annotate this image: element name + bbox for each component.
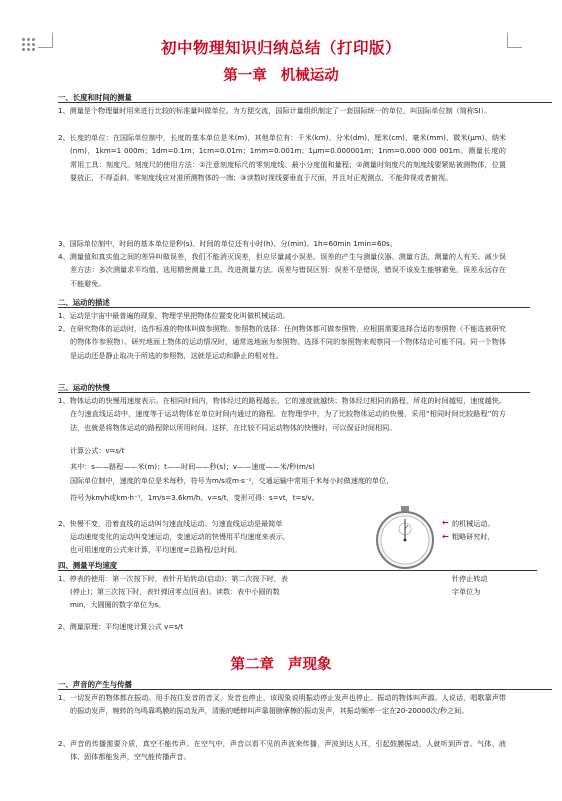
paragraph-line: (停止)；第三次按下时，表针弹回零点(回表)。读数：表中小圆的数 [70,587,280,596]
paragraph-continuation: 针停止转动 [452,574,488,583]
paragraph: 2、快慢不变，沿着直线的运动叫匀速直线运动。匀速直线运动是最简单 [58,519,283,528]
unit-symbol-text: 符号为km/h或km·h⁻¹，1m/s=3.6km/h。v=s/t，变形可得：s=vt，t=s/v。 [70,493,319,502]
chapter-name: 声现象 [288,656,332,673]
paragraph-continuation: 粗略研究时， [452,532,495,541]
paragraph: 1、物体运动的快慢用速度表示。在相同时间内，物体经过的路程越长，它的速度就越快；物体经过相同的路程，所花的时间越短，速度越快。在匀速直线运动中，速度等于运动物体在单位时间内通过的路程。在物理学中，为了比较物体运动的快慢，采用“相同时间比较路程”的方法，也就是将物体运动的路程除以所用时间。这样，在比较不同运动物体的快慢时，可以保证时间相同。 [58,396,506,432]
section-heading: 二、运动的描述 [58,298,110,307]
paragraph: 2、长度的单位：在国际单位制中，长度的基本单位是米(m)，其他单位有：千米(km)、分米(dm)、厘米(cm)、毫米(mm)、微米(μm)、纳米(nm)，1km=1 000m；1dm=0.1m；1cm=0.01m；1mm=0.001m；1μm=0.000001m；1nm=0.000 000 001m。测量长度的常用工具：刻度尺。刻度尺的使用方法：①注意刻度标尺的零刻度线、最小分度值和量程；②测量时刻度尺的刻度线要紧贴被测物体，位置要放正，不得歪斜，零刻度线应对准所测物体的一端；③读数时视线要垂直于尺面，并且对正观测点，不能仰视或者俯视。 [58,133,506,182]
paragraph: 2、在研究物体的运动时，选作标准的物体叫做参照物。参照物的选择：任何物体都可做参照物，应根据需要选择合适的参照物（不能选被研究的物体作参照物）。研究地面上物体的运动情况时，通常选地面为参照物。选择不同的参照物来观察同一个物体结论可能不同。同一个物体是运动还是静止取决于所选的参照物，这就是运动和静止的相对性。 [58,324,506,360]
chapter-2-heading [0,653,562,674]
paragraph-continuation: 的机械运动。 [452,519,495,528]
paragraph-line: min，大圆圈的数字单位为s。 [70,600,166,609]
paragraph: 1、停表的使用：第一次按下时，表针开始转动(启动)；第二次按下时，表 [58,574,288,583]
formula-label: 计算公式： [70,446,106,455]
paragraph-line: 也可用速度的公式来计算，平均速度=总路程/总时间。 [70,545,242,554]
paragraph: 3、国际单位制中，时间的基本单位是秒(s)。时间的单位还有小时(h)、分(min)。1h=60min 1min=60s。 [58,239,397,248]
arrow-left-icon: ← [442,518,449,527]
chapter-1-heading [0,64,562,85]
paragraph: 4、测量值和真实值之间的差异叫做误差，我们不能消灭误差，但应尽量减小误差。误差的产生与测量仪器、测量方法、测量的人有关。减少误差方法：多次测量求平均值、选用精密测量工具、改进测量方法。误差与错误区别：误差不是错误，错误不该发生能够避免，误差永远存在不能避免。 [58,252,506,288]
arrow-left-icon: ← [442,532,449,541]
paragraph-line: 运动速度变化的运动叫变速运动，变速运动的快慢用平均速度来表示， [70,532,290,541]
formula-expression: v=s/t [105,446,125,455]
section-heading: 三、运动的快慢 [58,383,110,392]
chapter-number: 第一章 [223,67,267,84]
paragraph: 1、测量是个物理量时用来进行比较的标准量叫做单位。为方便交流，国际计量组织制定了一套国际统一的单位，叫国际单位制（简称SI）。 [58,106,492,115]
paragraph: 2、测量原理：平均速度计算公式 v=s/t [58,622,184,631]
document-title: 初中物理知识归纳总结（打印版） [160,38,401,57]
formula [70,446,124,456]
chapter-name: 机械运动 [280,67,339,84]
stopwatch-icon [372,505,438,571]
section-heading: 一、长度和时间的测量 [58,93,132,102]
paragraph: 1、一切发声的物体都在振动。用手按住发音的音叉，发音也停止，该现象说明振动停止发声也停止。振动的物体叫声源。人说话，唱歌靠声带的振动发声，婉转的鸟鸣靠鸣膜的振动发声，清脆的蟋蟀叫声靠翅膀摩擦的振动发声，其振动频率一定在20-20000次/秒之间。 [58,693,506,716]
unit-text: 国际单位制中，速度的单位是米每秒，符号为m/s或m·s⁻¹，交通运输中常用千米每小时做速度的单位， [70,476,394,485]
chapter-number: 第二章 [230,656,274,673]
section-heading: 一、声音的产生与传播 [58,680,132,689]
paragraph: 1、运动是宇宙中最普遍的现象，物理学里把物体位置变化叫做机械运动。 [58,311,290,320]
paragraph: 2、声音的传播需要介质，真空不能传声。在空气中，声音以看不见的声波来传播，声波到达人耳，引起鼓膜振动，人就听到声音。气体、液体、固体都能发声，空气能传播声音。 [58,739,506,762]
formula-legend: 其中：s——路程——米(m)；t——时间——秒(s)；v——速度——米/秒(m/s) [70,462,315,471]
section-heading: 四、测量平均速度 [58,561,118,570]
paragraph-continuation: 字单位为 [452,587,481,596]
